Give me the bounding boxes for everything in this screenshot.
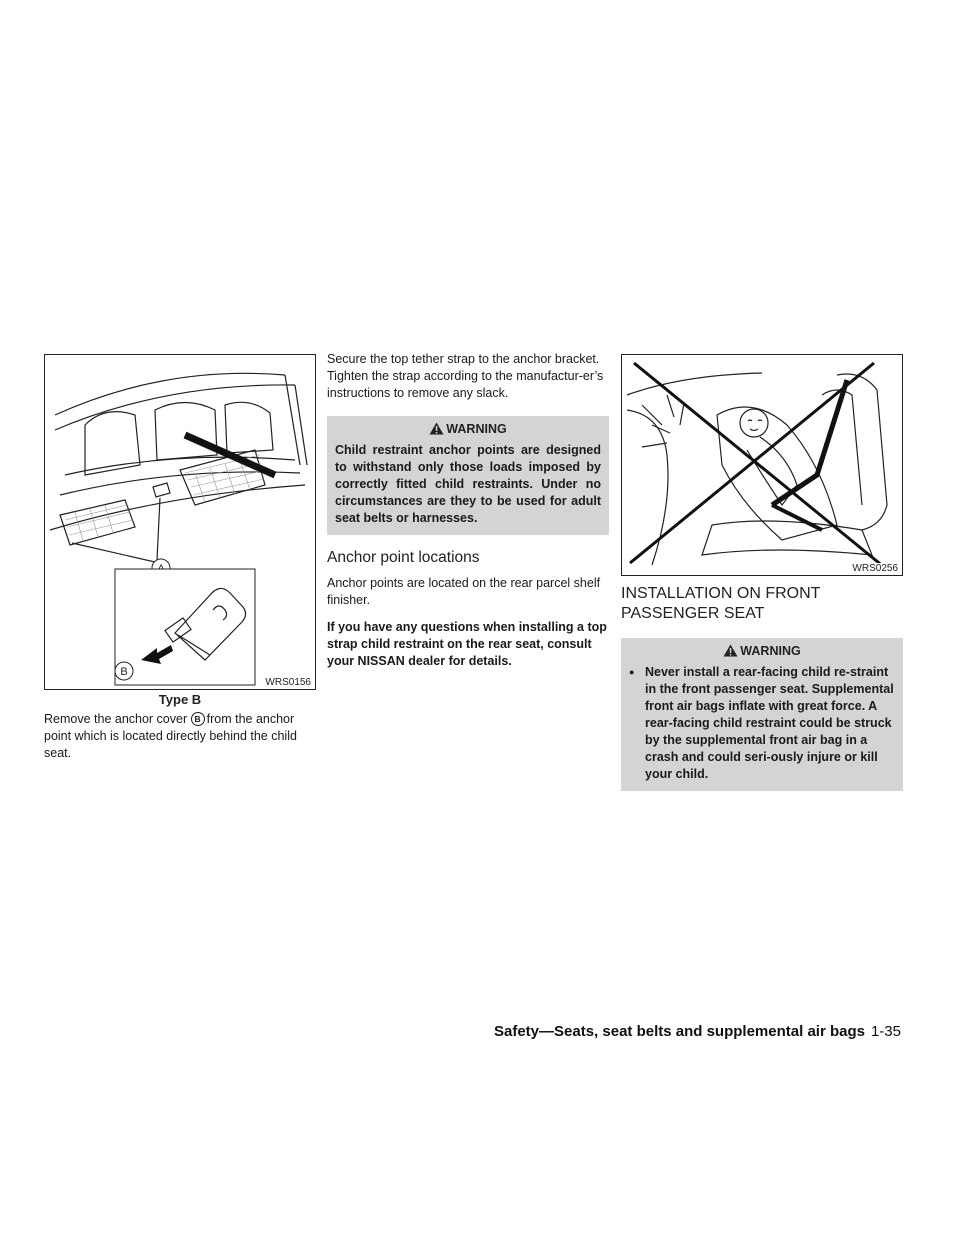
warning-box-anchor-points xyxy=(327,416,609,535)
paragraph-remove-cover xyxy=(44,711,316,762)
warning-heading xyxy=(335,422,601,436)
warning-box-rear-facing xyxy=(621,638,903,791)
section-heading: Anchor point locations xyxy=(327,549,480,566)
column-1 xyxy=(44,354,316,772)
page-number: 1-35 xyxy=(870,1023,901,1040)
page-footer xyxy=(494,1023,901,1040)
warning-text: Child restraint anchor points are designed to withstand only those loads imposed by correctly fitted child restraints. Under no circumstances are they to be used for adult seat belts or harnesses. xyxy=(335,443,601,525)
figure-rear-facing-seat xyxy=(621,354,903,576)
warning-triangle-icon xyxy=(429,422,444,435)
paragraph-secure-strap: Secure the top tether strap to the anchor bracket. Tighten the strap according to the manufactur-er’s instructions to remove any slack. xyxy=(327,352,604,400)
text: Remove the anchor cover xyxy=(44,712,188,726)
text: from the anchor point which is located directly behind the child seat. xyxy=(44,712,297,760)
anchor-cover-illustration xyxy=(45,355,315,689)
section-heading: INSTALLATION ON FRONT PASSENGER SEAT xyxy=(621,585,821,622)
paragraph-dealer-note: If you have any questions when installing a top strap child restraint on the rear seat, consult your NISSAN dealer for details. xyxy=(327,620,607,668)
rear-facing-seat-illustration xyxy=(622,355,902,575)
warning-title: WARNING xyxy=(446,422,507,436)
column-3 xyxy=(621,354,903,801)
column-2 xyxy=(327,354,609,680)
warning-triangle-icon xyxy=(723,644,738,657)
callout-b-inline: B xyxy=(191,712,205,726)
warning-title: WARNING xyxy=(740,644,801,658)
warning-item: ● Never install a rear-facing child re-straint in the front passenger seat. Supplemental front air bags inflate with great force. A rear-facing child restraint could be struck by the supplemental front air bag in a crash and could seri-ously injure or kill your child. xyxy=(629,664,895,783)
warning-list xyxy=(629,664,895,783)
warning-heading xyxy=(629,644,895,658)
figure-code: WRS0256 xyxy=(852,563,898,574)
section-title: Safety—Seats, seat belts and supplemental air bags xyxy=(494,1023,865,1040)
figure-caption: Type B xyxy=(158,692,202,707)
paragraph-anchor-locations: Anchor points are located on the rear parcel shelf finisher. xyxy=(327,576,601,607)
figure-anchor-cover xyxy=(44,354,316,690)
figure-code: WRS0156 xyxy=(265,677,311,688)
callout-b: B xyxy=(120,666,128,678)
